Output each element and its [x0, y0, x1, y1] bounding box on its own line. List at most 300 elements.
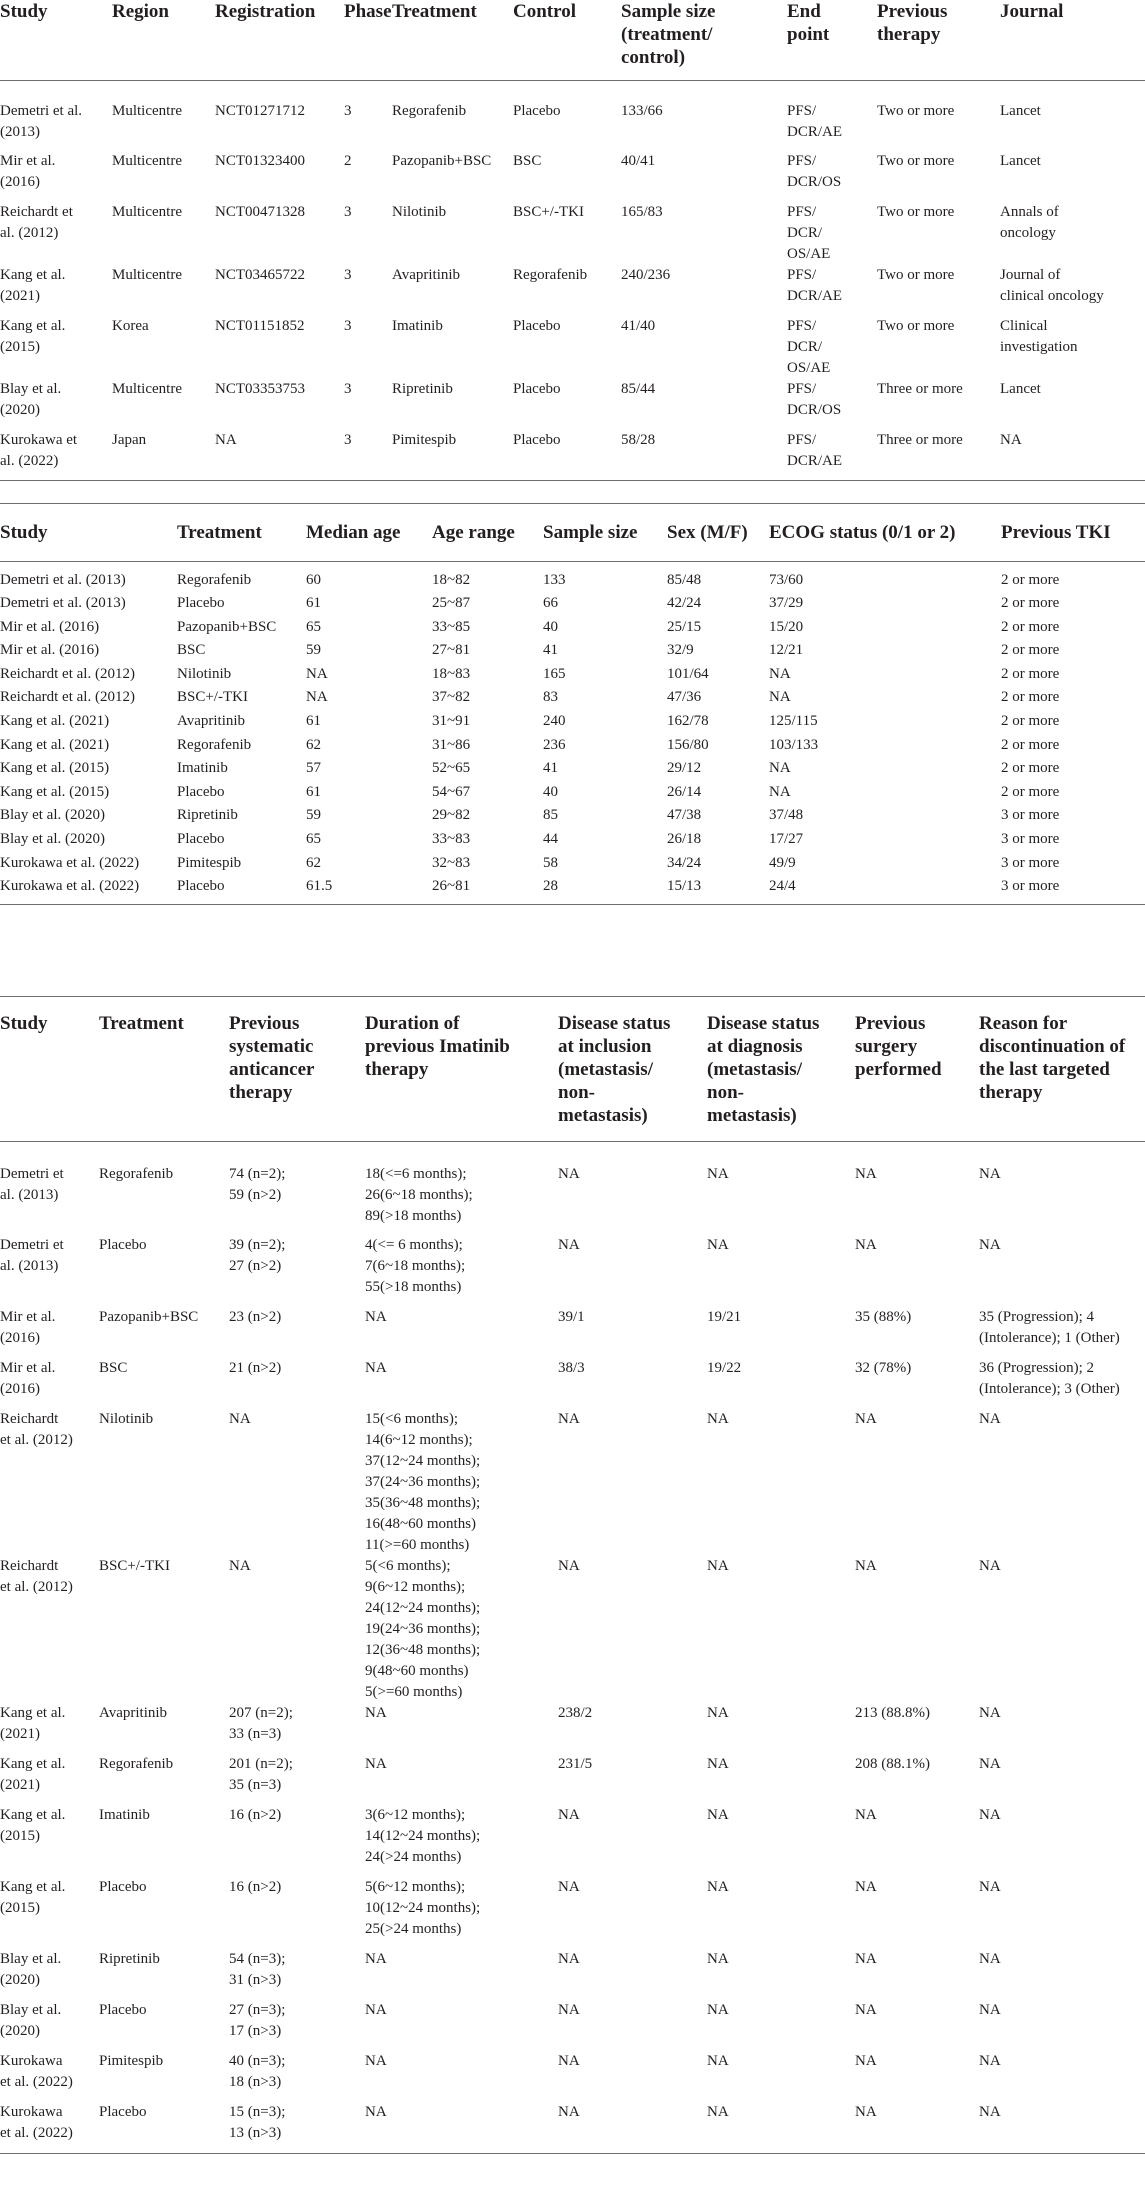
cell-line: 10(12~24 months);: [365, 1900, 481, 1916]
table-cell: Regorafenib: [177, 736, 252, 753]
cell-line: (2013): [0, 123, 40, 140]
cell-line: NA: [558, 1879, 580, 1895]
cell-line: therapy: [979, 1082, 1043, 1103]
cell-line: Kang et al.: [0, 1807, 66, 1823]
cell-line: al. (2013): [0, 1258, 59, 1274]
cell-line: (Intolerance); 3 (Other): [979, 1381, 1120, 1397]
table-cell: 85/48: [667, 571, 702, 588]
table-cell: 47/38: [667, 807, 702, 824]
table-cell: 52~65: [432, 760, 471, 777]
table-cell: Demetri et al. (2013): [0, 571, 126, 588]
cell-line: Age range: [432, 522, 515, 543]
table-cell: [787, 265, 877, 316]
cell-line: oncology: [1000, 225, 1056, 241]
table-cell: [707, 1307, 855, 1358]
table-cell: 17/27: [769, 830, 804, 847]
cell-line: NA: [707, 2053, 729, 2069]
cell-line: NCT03353753: [215, 381, 305, 397]
table-row: [0, 756, 1145, 780]
cell-line: 35(36~48 months);: [365, 1495, 481, 1511]
cell-line: metastasis): [707, 1105, 797, 1126]
cell-line: 2: [344, 153, 352, 169]
table-cell: [0, 1949, 99, 2000]
cell-line: NA: [365, 1756, 387, 1772]
column-header: [0, 0, 112, 80]
cell-line: NA: [979, 2002, 1001, 2018]
cell-line: 11(>=60 months): [365, 1537, 470, 1553]
cell-line: (2021): [0, 288, 40, 304]
column-header: [1000, 0, 1145, 80]
column-header: [365, 998, 558, 1141]
cell-line: NA: [365, 1705, 387, 1721]
cell-line: 16 (n>2): [229, 1807, 282, 1823]
table-cell: [0, 1358, 99, 1409]
table-cell: Demetri et al. (2013): [0, 595, 126, 611]
cell-line: DCR/: [787, 225, 823, 241]
table-cell: 32/9: [667, 642, 694, 659]
column-header: [558, 998, 707, 1141]
cell-line: 9(48~60 months): [365, 1663, 469, 1679]
table-cell: [855, 1409, 979, 1556]
table-cell: [979, 1556, 1145, 1703]
table-row: [0, 685, 1145, 709]
table-cell: [707, 1754, 855, 1805]
table-cell: 3 or more: [1001, 830, 1060, 847]
table-row: [0, 1307, 1145, 1358]
cell-line: Annals of: [1000, 204, 1059, 220]
table-cell: [0, 379, 112, 430]
table-cell: Kang et al. (2015): [0, 760, 110, 777]
cell-line: Kurokawa et: [0, 432, 78, 448]
table-row: [0, 1877, 1145, 1949]
table-cell: 33~85: [432, 618, 471, 635]
table-cell: 61: [306, 783, 321, 800]
cell-line: et al. (2012): [0, 1432, 73, 1448]
cell-line: NCT01271712: [215, 102, 305, 119]
table-cell: [0, 1409, 99, 1556]
table-cell: Kang et al. (2015): [0, 783, 110, 800]
column-header: [667, 505, 769, 561]
table-cell: [112, 316, 215, 379]
cell-line: Imatinib: [392, 318, 443, 334]
cell-line: Sample size: [543, 522, 638, 543]
table-cell: [229, 1703, 365, 1754]
table-cell: [392, 151, 513, 202]
cell-line: 54 (n=3);: [229, 1951, 286, 1967]
table-cell: 24/4: [769, 878, 796, 895]
table-cell: [707, 1141, 855, 1235]
cell-line: Lancet: [1000, 153, 1041, 169]
table-cell: 62: [306, 736, 321, 753]
table-cell: 26/18: [667, 830, 702, 847]
cell-line: 5(>=60 months): [365, 1684, 463, 1700]
cell-line: Previous: [855, 1013, 926, 1034]
cell-line: PFS/: [787, 432, 817, 448]
table-header-row: [0, 0, 1145, 80]
table-cell: 125/115: [769, 712, 818, 729]
table-cell: 18~82: [432, 571, 471, 588]
cell-line: NA: [558, 2002, 580, 2018]
cell-line: 207 (n=2);: [229, 1705, 293, 1721]
table-cell: 28: [543, 878, 558, 895]
cell-line: NA: [215, 432, 237, 448]
table-cell: 2 or more: [1001, 618, 1060, 635]
cell-line: 58/28: [621, 432, 656, 448]
table-cell: [99, 1235, 229, 1307]
cell-line: Blay et al.: [0, 2002, 62, 2018]
table-cell: 85: [543, 807, 558, 824]
cell-line: 231/5: [558, 1756, 593, 1772]
cell-line: Regorafenib: [392, 102, 467, 119]
table-cell: [112, 151, 215, 202]
table-cell: [855, 1877, 979, 1949]
cell-line: Registration: [215, 1, 316, 22]
cell-line: Regorafenib: [513, 267, 588, 283]
table-cell: [707, 1877, 855, 1949]
cell-line: Placebo: [99, 1237, 147, 1253]
cell-line: Pazopanib+BSC: [99, 1309, 199, 1325]
cell-line: Two or more: [877, 267, 955, 283]
table-cell: 58: [543, 854, 558, 871]
cell-line: 18(<=6 months);: [365, 1165, 467, 1182]
cell-line: 208 (88.1%): [855, 1756, 930, 1772]
table-cell: [707, 2051, 855, 2102]
cell-line: Study: [0, 1013, 48, 1034]
cell-line: Clinical: [1000, 318, 1048, 334]
cell-line: NA: [979, 2053, 1001, 2069]
table-cell: [707, 1358, 855, 1409]
column-header: [215, 0, 344, 80]
column-header: [392, 0, 513, 80]
column-header: [1001, 505, 1145, 561]
table-cell: [787, 80, 877, 151]
cell-line: NA: [365, 1951, 387, 1967]
table-cell: [0, 1805, 99, 1877]
table-cell: [112, 265, 215, 316]
table-cell: [344, 265, 392, 316]
table-cell: [979, 1805, 1145, 1877]
cell-line: NCT01151852: [215, 318, 305, 334]
table-cell: [344, 151, 392, 202]
table-cell: [787, 151, 877, 202]
table-cell: [0, 1877, 99, 1949]
table-cell: 47/36: [667, 689, 702, 706]
table-cell: [558, 1805, 707, 1877]
table-cell: [365, 1556, 558, 1703]
table-cell: [215, 202, 344, 265]
table-cell: [0, 1703, 99, 1754]
table-cell: [707, 1235, 855, 1307]
cell-line: therapy: [877, 24, 941, 45]
table-cell: 26~81: [432, 878, 471, 895]
table-cell: [621, 430, 787, 480]
table-cell: 156/80: [667, 736, 709, 753]
cell-line: OS/AE: [787, 360, 831, 376]
table-cell: 2 or more: [1001, 736, 1060, 753]
table-cell: 40: [543, 618, 558, 635]
table-cell: [1000, 316, 1145, 379]
cell-line: Median age: [306, 522, 401, 543]
table-cell: [99, 1409, 229, 1556]
column-header: [707, 998, 855, 1141]
table-cell: [0, 2000, 99, 2051]
table-cell: 25~87: [432, 595, 471, 611]
table-cell: 61: [306, 712, 321, 729]
cell-line: NCT00471328: [215, 204, 305, 220]
table-cell: [558, 1358, 707, 1409]
table-cell: [0, 430, 112, 480]
table-cell: NA: [769, 689, 791, 706]
cell-line: NA: [979, 1165, 1001, 1182]
table-cell: [1000, 430, 1145, 480]
cell-line: 36 (Progression); 2: [979, 1360, 1094, 1376]
cell-line: Study: [0, 522, 48, 543]
table-cell: 103/133: [769, 736, 819, 753]
table-cell: [392, 265, 513, 316]
cell-line: control): [621, 47, 686, 68]
cell-line: PFS/: [787, 204, 817, 220]
cell-line: Kang et al.: [0, 1756, 66, 1772]
cell-line: ECOG status (0/1 or 2): [769, 522, 956, 543]
cell-line: Multicentre: [112, 204, 182, 220]
cell-line: NA: [558, 1951, 580, 1967]
table-cell: [979, 1949, 1145, 2000]
cell-line: Kurokawa: [0, 2053, 63, 2069]
table-cell: [558, 1754, 707, 1805]
table-cell: 3 or more: [1001, 854, 1060, 871]
table-cell: 2 or more: [1001, 760, 1060, 777]
cell-line: Treatment: [177, 522, 262, 543]
cell-line: 59 (n>2): [229, 1186, 282, 1203]
column-header: [229, 998, 365, 1141]
cell-line: Two or more: [877, 318, 955, 334]
cell-line: (treatment/: [621, 24, 713, 45]
table-cell: [855, 1235, 979, 1307]
cell-line: (2015): [0, 1828, 40, 1844]
cell-line: et al. (2022): [0, 2074, 73, 2090]
cell-line: NA: [365, 2002, 387, 2018]
table-cell: [0, 1307, 99, 1358]
table-cell: [229, 1805, 365, 1877]
cell-line: Treatment: [99, 1013, 184, 1034]
cell-line: Placebo: [99, 2104, 147, 2120]
table-cell: [0, 2102, 99, 2153]
cell-line: Demetri et: [0, 1165, 64, 1182]
column-header: [543, 505, 667, 561]
cell-line: 35 (88%): [855, 1309, 912, 1325]
table-cell: [558, 1307, 707, 1358]
table-row: [0, 316, 1145, 379]
table-row: [0, 851, 1145, 875]
cell-line: NA: [558, 2104, 580, 2120]
cell-line: et al. (2012): [0, 1579, 73, 1595]
cell-line: NA: [979, 1951, 1001, 1967]
table-cell: 101/64: [667, 665, 709, 682]
cell-line: 74 (n=2);: [229, 1165, 286, 1182]
cell-line: NA: [558, 1807, 580, 1823]
cell-line: NA: [707, 1951, 729, 1967]
table-row: [0, 709, 1145, 733]
cell-line: 27 (n=3);: [229, 2002, 286, 2018]
table-cell: [365, 1307, 558, 1358]
column-header: [855, 998, 979, 1141]
cell-line: discontinuation of: [979, 1036, 1126, 1057]
cell-line: Previous TKI: [1001, 522, 1111, 543]
cell-line: 15 (n=3);: [229, 2104, 286, 2120]
table-cell: [229, 1358, 365, 1409]
table-cell: [513, 151, 621, 202]
cell-line: 14(6~12 months);: [365, 1432, 473, 1448]
cell-line: 3(6~12 months);: [365, 1807, 466, 1823]
table-row: [0, 1556, 1145, 1703]
table-cell: 41: [543, 760, 558, 777]
table-cell: [99, 1703, 229, 1754]
study-characteristics-table: [0, 0, 1145, 481]
cell-line: 17 (n>3): [229, 2023, 282, 2039]
cell-line: et al. (2022): [0, 2125, 73, 2141]
cell-line: Two or more: [877, 204, 955, 220]
table-cell: 26/14: [667, 783, 702, 800]
cell-line: 165/83: [621, 204, 663, 220]
cell-line: 31 (n>3): [229, 1972, 282, 1988]
cell-line: NA: [558, 1411, 580, 1427]
cell-line: BSC+/-TKI: [513, 204, 584, 220]
cell-line: 213 (88.8%): [855, 1705, 930, 1721]
table-cell: 12/21: [769, 642, 804, 659]
table-cell: [365, 2102, 558, 2153]
table-cell: [787, 379, 877, 430]
cell-line: NA: [707, 1558, 729, 1574]
cell-line: NA: [707, 1237, 729, 1253]
table-cell: 83: [543, 689, 558, 706]
table-cell: [707, 1949, 855, 2000]
table-cell: Mir et al. (2016): [0, 618, 100, 635]
cell-line: 39 (n=2);: [229, 1237, 286, 1253]
column-header: [432, 505, 543, 561]
cell-line: BSC+/-TKI: [99, 1558, 170, 1574]
table-cell: [621, 202, 787, 265]
cell-line: therapy: [229, 1082, 293, 1103]
table-cell: [392, 202, 513, 265]
table-row: [0, 379, 1145, 430]
table-row: [0, 1805, 1145, 1877]
table-row: [0, 803, 1145, 827]
cell-line: NA: [979, 1879, 1001, 1895]
column-header: [99, 998, 229, 1141]
table-cell: 42/24: [667, 595, 702, 611]
table-cell: [99, 1949, 229, 2000]
cell-line: non-: [558, 1082, 595, 1103]
cell-line: Placebo: [513, 102, 561, 119]
table-cell: Imatinib: [177, 760, 228, 777]
cell-line: (Intolerance); 1 (Other): [979, 1330, 1120, 1346]
cell-line: at diagnosis: [707, 1036, 803, 1057]
table-row: [0, 2102, 1145, 2153]
cell-line: Demetri et: [0, 1237, 64, 1253]
cell-line: Three or more: [877, 432, 963, 448]
cell-line: Region: [112, 1, 169, 22]
table-row: [0, 430, 1145, 480]
table-cell: 2 or more: [1001, 642, 1060, 659]
cell-line: NA: [229, 1558, 251, 1574]
table-cell: [707, 1556, 855, 1703]
cell-line: 35 (Progression); 4: [979, 1309, 1094, 1325]
cell-line: 33 (n=3): [229, 1726, 282, 1742]
table-cell: [1000, 202, 1145, 265]
table-cell: [621, 265, 787, 316]
table-cell: [99, 2051, 229, 2102]
column-header: [787, 0, 877, 80]
table-cell: [344, 430, 392, 480]
table-cell: Pazopanib+BSC: [177, 618, 277, 635]
cell-line: NA: [855, 1951, 877, 1967]
cell-line: Japan: [112, 432, 147, 448]
table-cell: [215, 151, 344, 202]
cell-line: Two or more: [877, 153, 955, 169]
table-cell: [229, 1754, 365, 1805]
table-cell: [513, 430, 621, 480]
cell-line: 240/236: [621, 267, 671, 283]
table-cell: [99, 1358, 229, 1409]
table-row: [0, 1141, 1145, 1235]
table-cell: [979, 1358, 1145, 1409]
table-cell: [855, 1754, 979, 1805]
table-cell: Placebo: [177, 830, 225, 847]
table-cell: [855, 1805, 979, 1877]
table-cell: 165: [543, 665, 566, 682]
cell-line: DCR/: [787, 339, 823, 355]
table-cell: 2 or more: [1001, 689, 1060, 706]
cell-line: DCR/AE: [787, 453, 843, 469]
cell-line: 85/44: [621, 381, 656, 397]
table-row: [0, 1703, 1145, 1754]
cell-line: Journal of: [1000, 267, 1061, 283]
table-cell: [877, 316, 1000, 379]
table-cell: [392, 80, 513, 151]
cell-line: Previous: [877, 1, 948, 22]
table-cell: [979, 1703, 1145, 1754]
cell-line: 133/66: [621, 102, 663, 119]
column-header: [0, 505, 177, 561]
table-cell: Kurokawa et al. (2022): [0, 854, 140, 871]
cell-line: Blay et al.: [0, 1951, 62, 1967]
cell-line: Sex (M/F): [667, 522, 748, 543]
cell-line: Reichardt et: [0, 204, 73, 220]
cell-line: Treatment: [392, 1, 477, 22]
cell-line: NA: [707, 1165, 729, 1182]
table-cell: [229, 1307, 365, 1358]
cell-line: Lancet: [1000, 381, 1041, 397]
table-cell: Ripretinib: [177, 807, 238, 824]
cell-line: Placebo: [513, 318, 561, 334]
cell-line: 26(6~18 months);: [365, 1186, 473, 1203]
cell-line: Pazopanib+BSC: [392, 153, 492, 169]
table-cell: 25/15: [667, 618, 702, 635]
table-cell: Kang et al. (2021): [0, 736, 110, 753]
cell-line: 24(12~24 months);: [365, 1600, 481, 1616]
cell-line: NA: [365, 1360, 387, 1376]
cell-line: NA: [707, 1756, 729, 1772]
cell-line: 3: [344, 267, 352, 283]
table-cell: [855, 1949, 979, 2000]
table-cell: Nilotinib: [177, 665, 232, 682]
cell-line: DCR/OS: [787, 174, 842, 190]
table-cell: [365, 1877, 558, 1949]
cell-line: Imatinib: [99, 1807, 150, 1823]
table-cell: [513, 80, 621, 151]
table-cell: [513, 265, 621, 316]
table-cell: NA: [306, 689, 328, 706]
